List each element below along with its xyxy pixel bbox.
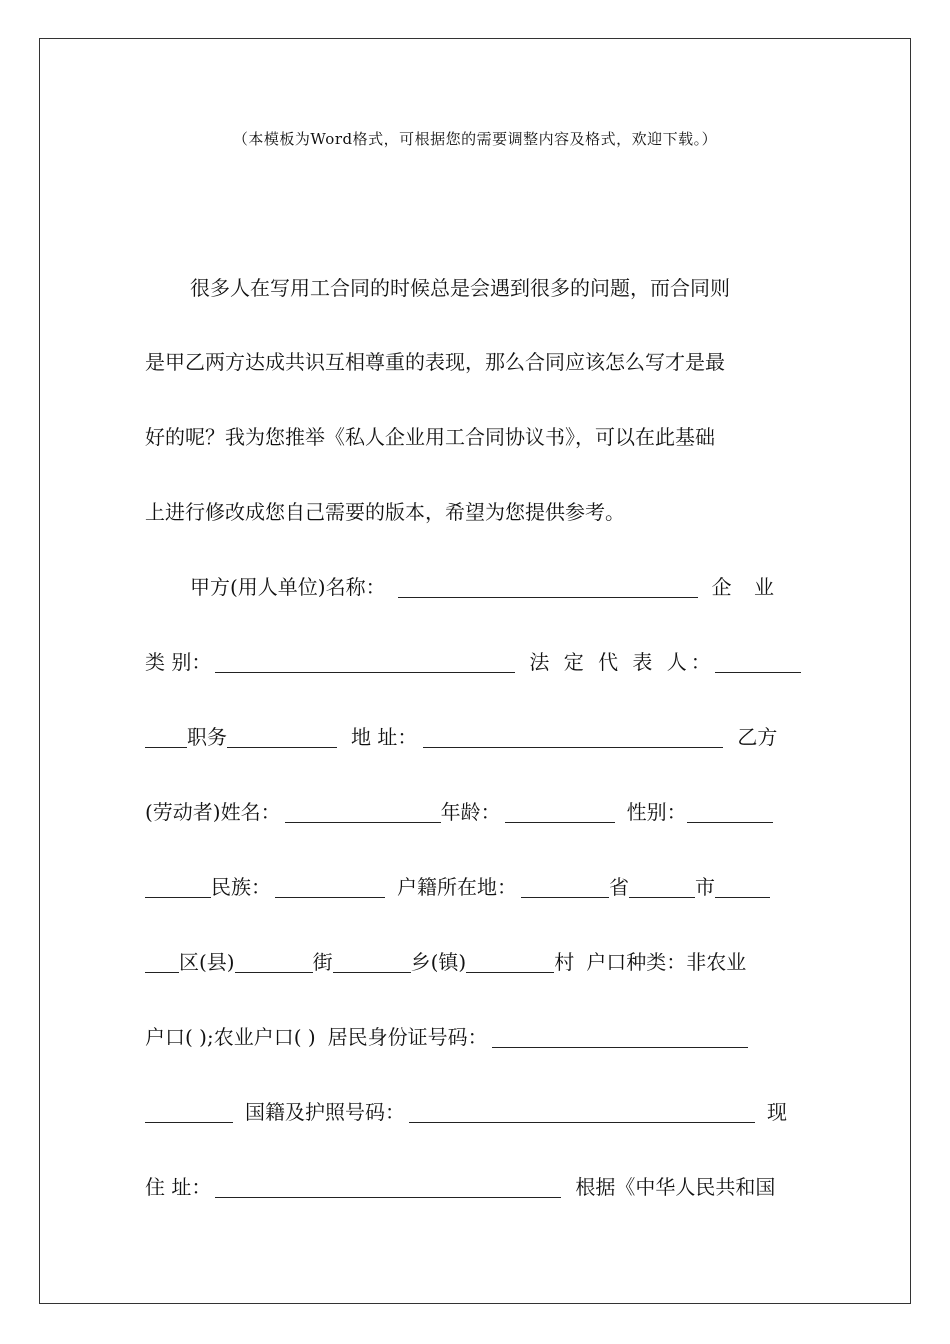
district-label: 区(县) (179, 950, 235, 974)
current-address-blank[interactable] (215, 1177, 561, 1198)
district-blank[interactable] (715, 877, 770, 898)
province-blank[interactable] (521, 877, 609, 898)
form-line-7 (145, 1022, 802, 1052)
party-a-name-label: 甲方(用人单位)名称： (190, 575, 386, 599)
intro-line-2: 是甲乙两方达成共识互相尊重的表现，那么合同应该怎么写才是最 (145, 350, 725, 374)
gender-blank[interactable] (687, 802, 773, 823)
province-label: 省 (609, 875, 629, 899)
enterprise-label-1: 企 业 (711, 575, 782, 599)
legal-rep-label: 法 定 代 表 人： (529, 650, 715, 674)
intro-line-3: 好的呢？我为您推举《私人企业用工合同协议书》，可以在此基础 (145, 425, 715, 449)
id-number-label: 居民身份证号码： (327, 1025, 488, 1049)
street-blank[interactable] (235, 952, 313, 973)
template-note: （本模板为Word格式，可根据您的需要调整内容及格式，欢迎下载。） (232, 130, 718, 148)
form-line-5 (145, 872, 802, 902)
position-label: 职务 (187, 725, 227, 749)
township-blank[interactable] (333, 952, 411, 973)
form-line-6 (145, 947, 802, 977)
party-b-name-blank[interactable] (285, 802, 441, 823)
according-text: 根据《中华人民共和国 (575, 1175, 776, 1199)
village-label: 村 (554, 950, 575, 974)
hukou-options: 户口( );农业户口( ) (145, 1025, 316, 1049)
form-line-1 (190, 572, 802, 602)
party-b-label-2: (劳动者)姓名： (145, 800, 281, 824)
city-label: 市 (695, 875, 715, 899)
current-address-label-1: 现 (767, 1100, 787, 1124)
village-blank[interactable] (466, 952, 554, 973)
ethnicity-label: 民族： (211, 875, 271, 899)
intro-line-4: 上进行修改成您自己需要的版本，希望为您提供参考。 (145, 500, 625, 524)
enterprise-label-2: 类 别： (145, 650, 212, 674)
form-line-2 (145, 647, 802, 677)
household-label: 户籍所在地： (397, 875, 517, 899)
address-label: 地 址： (351, 725, 418, 749)
address-blank[interactable] (423, 727, 723, 748)
city-blank[interactable] (629, 877, 695, 898)
id-number-blank-cont[interactable] (145, 1102, 233, 1123)
party-a-name-blank[interactable] (398, 577, 698, 598)
legal-rep-blank-cont[interactable] (145, 727, 187, 748)
current-address-label-2: 住 址： (145, 1175, 212, 1199)
district-blank-cont[interactable] (145, 952, 179, 973)
position-blank[interactable] (227, 727, 337, 748)
party-b-label-1: 乙方 (737, 725, 778, 749)
form-line-4 (145, 797, 802, 827)
township-label: 乡(镇) (410, 950, 467, 974)
form-line-9 (145, 1172, 802, 1202)
age-blank[interactable] (505, 802, 615, 823)
gender-blank-cont[interactable] (145, 877, 211, 898)
legal-rep-blank[interactable] (715, 652, 801, 673)
enterprise-type-blank[interactable] (215, 652, 515, 673)
age-label: 年龄： (440, 800, 501, 824)
passport-blank[interactable] (409, 1102, 755, 1123)
intro-line-1: 很多人在写用工合同的时候总是会遇到很多的问题，而合同则 (190, 276, 730, 300)
street-label: 街 (312, 950, 333, 974)
ethnicity-blank[interactable] (275, 877, 385, 898)
hukou-type-label: 户口种类：非农业 (586, 950, 747, 974)
form-line-3 (145, 722, 802, 752)
gender-label: 性别： (626, 800, 687, 824)
passport-label: 国籍及护照号码： (245, 1100, 405, 1124)
id-number-blank[interactable] (492, 1027, 748, 1048)
form-line-8 (145, 1097, 802, 1127)
